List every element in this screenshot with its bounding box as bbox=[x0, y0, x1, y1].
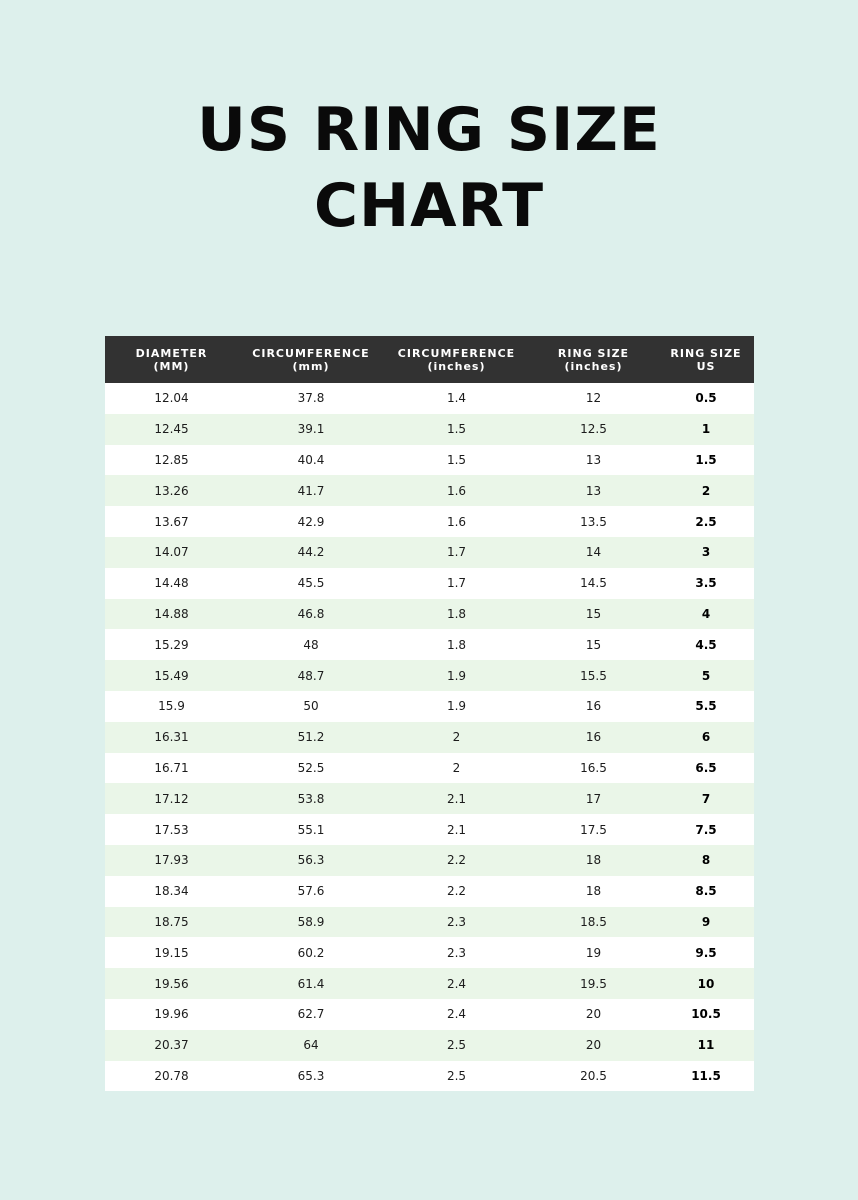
cell-ring-size-us: 6.5 bbox=[658, 753, 754, 784]
cell-circumference-mm: 62.7 bbox=[238, 999, 384, 1030]
cell-ring-size-us: 1 bbox=[658, 414, 754, 445]
cell-diameter-mm: 13.67 bbox=[105, 506, 238, 537]
table-row bbox=[105, 999, 754, 1030]
cell-circumference-mm: 65.3 bbox=[238, 1061, 384, 1092]
cell-circumference-inches: 2.3 bbox=[384, 907, 529, 938]
cell-diameter-mm: 15.29 bbox=[105, 629, 238, 660]
cell-circumference-mm: 52.5 bbox=[238, 753, 384, 784]
table-row bbox=[105, 537, 754, 568]
cell-circumference-mm: 48.7 bbox=[238, 660, 384, 691]
header-label-line-2: (inches) bbox=[427, 359, 486, 373]
cell-ring-size-us: 5.5 bbox=[658, 691, 754, 722]
cell-circumference-inches: 1.9 bbox=[384, 660, 529, 691]
header-label-line-2: (mm) bbox=[292, 359, 330, 373]
table-row bbox=[105, 876, 754, 907]
cell-circumference-inches: 1.5 bbox=[384, 414, 529, 445]
cell-diameter-mm: 20.37 bbox=[105, 1030, 238, 1061]
header-ring-size-us bbox=[658, 336, 754, 383]
cell-circumference-inches: 2.1 bbox=[384, 814, 529, 845]
cell-circumference-inches: 2.2 bbox=[384, 876, 529, 907]
cell-circumference-mm: 44.2 bbox=[238, 537, 384, 568]
table-row bbox=[105, 753, 754, 784]
cell-circumference-mm: 55.1 bbox=[238, 814, 384, 845]
table-row bbox=[105, 783, 754, 814]
cell-diameter-mm: 15.49 bbox=[105, 660, 238, 691]
ring-size-table bbox=[105, 336, 754, 1091]
cell-circumference-inches: 1.8 bbox=[384, 629, 529, 660]
cell-circumference-mm: 64 bbox=[238, 1030, 384, 1061]
cell-circumference-mm: 42.9 bbox=[238, 506, 384, 537]
header-circumference-mm bbox=[238, 336, 384, 383]
cell-ring-size-inches: 13 bbox=[529, 445, 658, 476]
cell-ring-size-us: 10 bbox=[658, 968, 754, 999]
header-diameter-mm bbox=[105, 336, 238, 383]
header-label-line-1: CIRCUMFERENCE bbox=[397, 346, 516, 360]
cell-circumference-inches: 1.7 bbox=[384, 568, 529, 599]
cell-ring-size-inches: 14 bbox=[529, 537, 658, 568]
cell-ring-size-inches: 13.5 bbox=[529, 506, 658, 537]
cell-ring-size-us: 11 bbox=[658, 1030, 754, 1061]
table-row bbox=[105, 445, 754, 476]
cell-diameter-mm: 17.93 bbox=[105, 845, 238, 876]
cell-ring-size-us: 9.5 bbox=[658, 937, 754, 968]
cell-diameter-mm: 15.9 bbox=[105, 691, 238, 722]
cell-diameter-mm: 16.71 bbox=[105, 753, 238, 784]
cell-ring-size-us: 7 bbox=[658, 783, 754, 814]
cell-ring-size-us: 8 bbox=[658, 845, 754, 876]
cell-circumference-mm: 46.8 bbox=[238, 599, 384, 630]
cell-ring-size-inches: 14.5 bbox=[529, 568, 658, 599]
cell-ring-size-us: 3.5 bbox=[658, 568, 754, 599]
cell-ring-size-inches: 19.5 bbox=[529, 968, 658, 999]
cell-circumference-inches: 2.2 bbox=[384, 845, 529, 876]
cell-ring-size-inches: 18 bbox=[529, 876, 658, 907]
cell-ring-size-us: 10.5 bbox=[658, 999, 754, 1030]
cell-ring-size-inches: 18 bbox=[529, 845, 658, 876]
cell-diameter-mm: 14.88 bbox=[105, 599, 238, 630]
table-body bbox=[105, 383, 754, 1091]
table-row bbox=[105, 968, 754, 999]
header-label-line-1: RING SIZE bbox=[670, 346, 742, 360]
cell-ring-size-us: 5 bbox=[658, 660, 754, 691]
table-row bbox=[105, 414, 754, 445]
cell-diameter-mm: 18.75 bbox=[105, 907, 238, 938]
cell-circumference-mm: 39.1 bbox=[238, 414, 384, 445]
cell-ring-size-inches: 13 bbox=[529, 475, 658, 506]
cell-circumference-inches: 1.6 bbox=[384, 475, 529, 506]
cell-ring-size-inches: 20.5 bbox=[529, 1061, 658, 1092]
header-label-line-1: RING SIZE bbox=[557, 346, 630, 360]
cell-diameter-mm: 16.31 bbox=[105, 722, 238, 753]
cell-diameter-mm: 19.15 bbox=[105, 937, 238, 968]
table-row bbox=[105, 660, 754, 691]
cell-circumference-inches: 2 bbox=[384, 753, 529, 784]
cell-circumference-mm: 40.4 bbox=[238, 445, 384, 476]
cell-ring-size-inches: 17.5 bbox=[529, 814, 658, 845]
cell-circumference-mm: 37.8 bbox=[238, 383, 384, 414]
cell-circumference-inches: 2.3 bbox=[384, 937, 529, 968]
header-label-line-2: (MM) bbox=[153, 359, 190, 373]
cell-diameter-mm: 12.85 bbox=[105, 445, 238, 476]
table-row bbox=[105, 475, 754, 506]
table-row bbox=[105, 937, 754, 968]
cell-ring-size-us: 11.5 bbox=[658, 1061, 754, 1092]
cell-circumference-inches: 1.4 bbox=[384, 383, 529, 414]
cell-diameter-mm: 19.56 bbox=[105, 968, 238, 999]
table-row bbox=[105, 1030, 754, 1061]
table-row bbox=[105, 599, 754, 630]
cell-circumference-inches: 2 bbox=[384, 722, 529, 753]
cell-circumference-mm: 60.2 bbox=[238, 937, 384, 968]
cell-circumference-inches: 1.5 bbox=[384, 445, 529, 476]
cell-circumference-inches: 1.9 bbox=[384, 691, 529, 722]
cell-ring-size-us: 9 bbox=[658, 907, 754, 938]
header-label-line-2: (inches) bbox=[564, 359, 623, 373]
cell-diameter-mm: 18.34 bbox=[105, 876, 238, 907]
cell-ring-size-inches: 16.5 bbox=[529, 753, 658, 784]
cell-ring-size-us: 2.5 bbox=[658, 506, 754, 537]
cell-circumference-inches: 2.4 bbox=[384, 968, 529, 999]
table-header-row bbox=[105, 336, 754, 383]
table-row bbox=[105, 691, 754, 722]
cell-ring-size-us: 7.5 bbox=[658, 814, 754, 845]
cell-diameter-mm: 17.12 bbox=[105, 783, 238, 814]
cell-ring-size-us: 3 bbox=[658, 537, 754, 568]
table-row bbox=[105, 907, 754, 938]
cell-ring-size-inches: 17 bbox=[529, 783, 658, 814]
header-label-line-1: DIAMETER bbox=[135, 346, 208, 360]
header-label-line-2: US bbox=[696, 359, 716, 373]
cell-circumference-mm: 56.3 bbox=[238, 845, 384, 876]
cell-ring-size-us: 8.5 bbox=[658, 876, 754, 907]
cell-ring-size-inches: 16 bbox=[529, 691, 658, 722]
table-row bbox=[105, 383, 754, 414]
cell-circumference-mm: 53.8 bbox=[238, 783, 384, 814]
table-row bbox=[105, 506, 754, 537]
cell-ring-size-inches: 15.5 bbox=[529, 660, 658, 691]
cell-circumference-inches: 1.7 bbox=[384, 537, 529, 568]
cell-ring-size-inches: 12 bbox=[529, 383, 658, 414]
header-circumference-inches bbox=[384, 336, 529, 383]
cell-ring-size-inches: 15 bbox=[529, 599, 658, 630]
cell-circumference-inches: 1.6 bbox=[384, 506, 529, 537]
cell-ring-size-us: 1.5 bbox=[658, 445, 754, 476]
table-row bbox=[105, 568, 754, 599]
table-row bbox=[105, 845, 754, 876]
cell-diameter-mm: 19.96 bbox=[105, 999, 238, 1030]
table-row bbox=[105, 629, 754, 660]
cell-ring-size-inches: 20 bbox=[529, 999, 658, 1030]
cell-ring-size-us: 2 bbox=[658, 475, 754, 506]
cell-diameter-mm: 14.07 bbox=[105, 537, 238, 568]
cell-ring-size-inches: 18.5 bbox=[529, 907, 658, 938]
cell-circumference-mm: 57.6 bbox=[238, 876, 384, 907]
header-ring-size-inches bbox=[529, 336, 658, 383]
cell-circumference-inches: 1.8 bbox=[384, 599, 529, 630]
cell-diameter-mm: 20.78 bbox=[105, 1061, 238, 1092]
cell-ring-size-us: 4.5 bbox=[658, 629, 754, 660]
cell-circumference-mm: 48 bbox=[238, 629, 384, 660]
table-row bbox=[105, 814, 754, 845]
cell-diameter-mm: 17.53 bbox=[105, 814, 238, 845]
page-title bbox=[0, 92, 858, 244]
cell-diameter-mm: 13.26 bbox=[105, 475, 238, 506]
cell-circumference-inches: 2.1 bbox=[384, 783, 529, 814]
cell-circumference-mm: 61.4 bbox=[238, 968, 384, 999]
cell-circumference-mm: 45.5 bbox=[238, 568, 384, 599]
cell-ring-size-inches: 20 bbox=[529, 1030, 658, 1061]
cell-ring-size-us: 4 bbox=[658, 599, 754, 630]
cell-diameter-mm: 14.48 bbox=[105, 568, 238, 599]
cell-circumference-mm: 51.2 bbox=[238, 722, 384, 753]
cell-diameter-mm: 12.45 bbox=[105, 414, 238, 445]
cell-diameter-mm: 12.04 bbox=[105, 383, 238, 414]
header-label-line-1: CIRCUMFERENCE bbox=[252, 346, 370, 360]
cell-ring-size-us: 0.5 bbox=[658, 383, 754, 414]
cell-ring-size-us: 6 bbox=[658, 722, 754, 753]
cell-circumference-mm: 41.7 bbox=[238, 475, 384, 506]
cell-circumference-inches: 2.4 bbox=[384, 999, 529, 1030]
cell-ring-size-inches: 19 bbox=[529, 937, 658, 968]
page-title-line-1: US RING SIZE bbox=[197, 95, 661, 165]
cell-ring-size-inches: 16 bbox=[529, 722, 658, 753]
cell-circumference-mm: 58.9 bbox=[238, 907, 384, 938]
table-row bbox=[105, 1061, 754, 1092]
cell-circumference-inches: 2.5 bbox=[384, 1030, 529, 1061]
page-title-line-2: CHART bbox=[313, 171, 545, 241]
table-row bbox=[105, 722, 754, 753]
cell-circumference-mm: 50 bbox=[238, 691, 384, 722]
cell-circumference-inches: 2.5 bbox=[384, 1061, 529, 1092]
cell-ring-size-inches: 15 bbox=[529, 629, 658, 660]
cell-ring-size-inches: 12.5 bbox=[529, 414, 658, 445]
